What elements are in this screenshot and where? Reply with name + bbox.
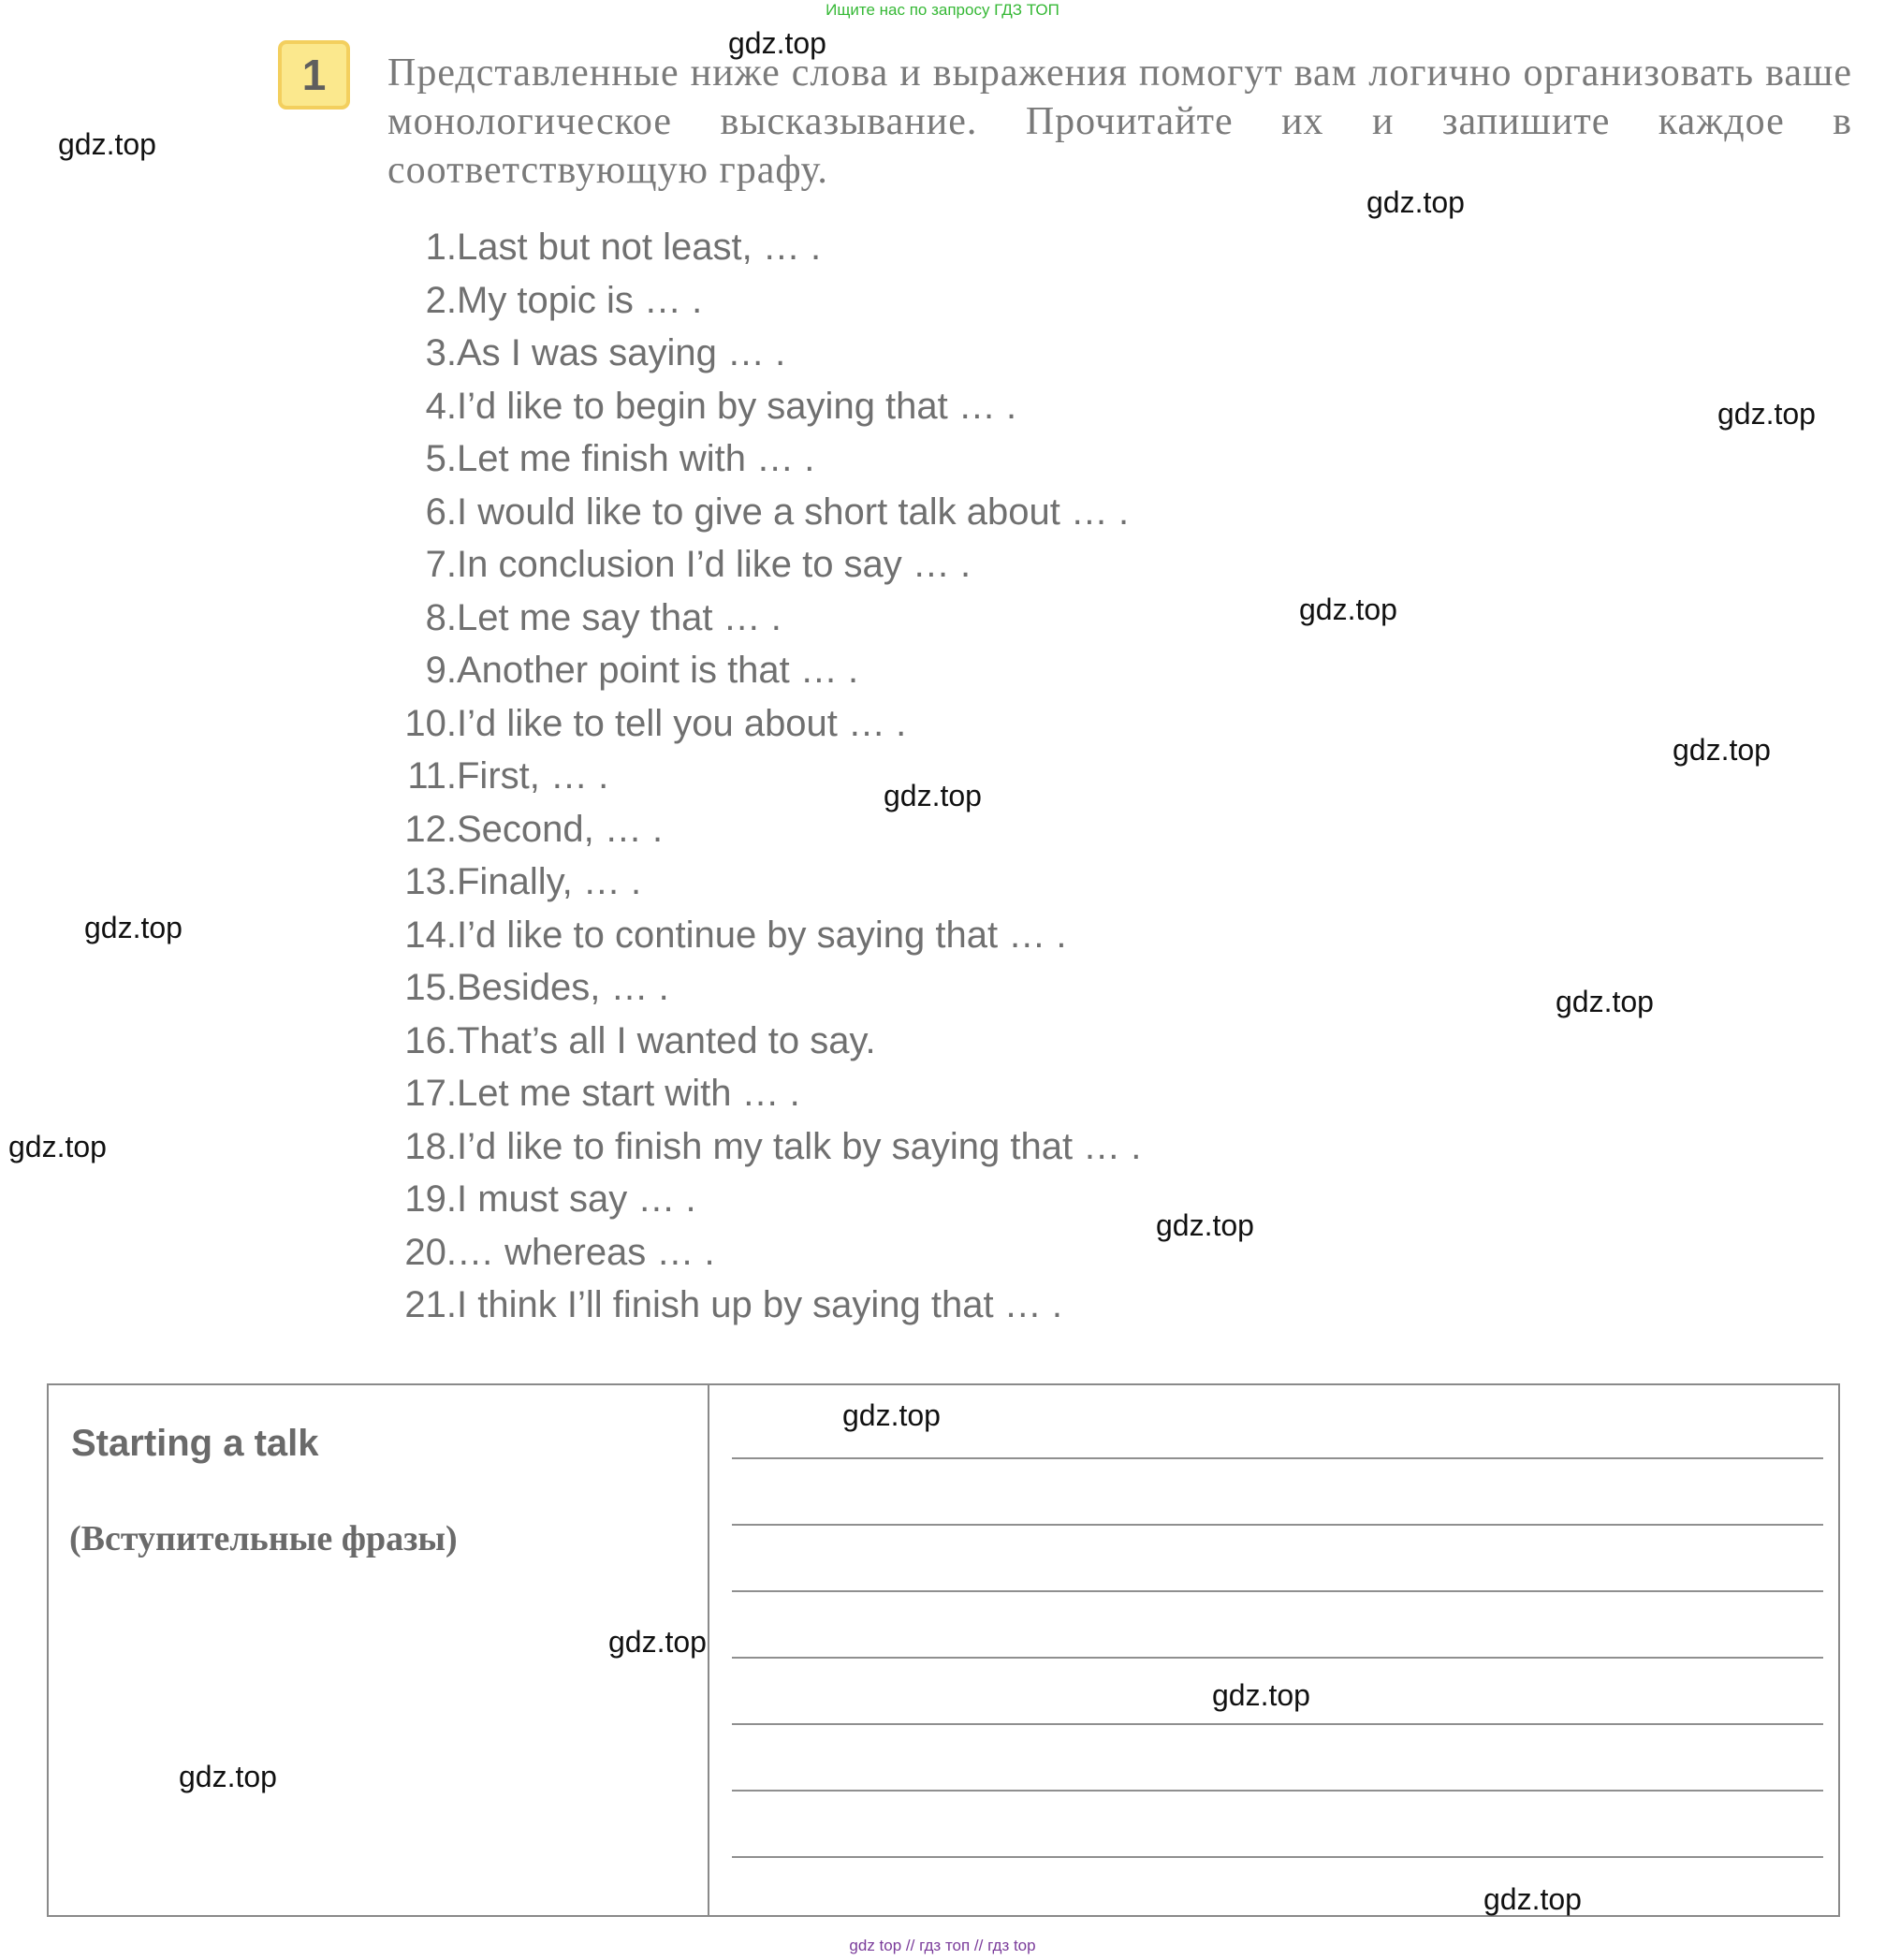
answer-line[interactable] bbox=[732, 1457, 1823, 1459]
item-number: 13. bbox=[404, 861, 457, 902]
item-text: I would like to give a short talk about … . bbox=[457, 490, 1130, 533]
item-number: 6. bbox=[425, 490, 457, 533]
item-number: 8. bbox=[425, 596, 457, 638]
item-text: I’d like to tell you about … . bbox=[457, 702, 907, 744]
list-item bbox=[374, 697, 1141, 751]
list-item bbox=[374, 750, 1141, 803]
item-number: 5. bbox=[425, 438, 457, 479]
answer-cell[interactable] bbox=[709, 1385, 1838, 1915]
item-number: 19. bbox=[404, 1178, 457, 1220]
list-item bbox=[374, 486, 1141, 539]
item-number: 12. bbox=[404, 808, 457, 850]
item-text: Last but not least, … . bbox=[457, 227, 822, 268]
answer-line[interactable] bbox=[732, 1590, 1823, 1592]
watermark: gdz.top bbox=[1673, 733, 1771, 767]
item-text: I must say … . bbox=[457, 1178, 696, 1220]
list-item bbox=[374, 380, 1141, 433]
item-number: 17. bbox=[404, 1073, 457, 1114]
watermark: gdz.top bbox=[1483, 1882, 1582, 1916]
watermark: gdz.top bbox=[1556, 985, 1654, 1018]
item-text: Let me say that … . bbox=[457, 596, 782, 638]
item-number: 3. bbox=[425, 332, 457, 373]
answer-line[interactable] bbox=[732, 1790, 1823, 1792]
item-text: I’d like to begin by saying that … . bbox=[457, 385, 1017, 427]
watermark: gdz.top bbox=[608, 1625, 707, 1659]
footer-banner: gdz top // гдз топ // гдз top bbox=[849, 1937, 1036, 1954]
item-number: 20. bbox=[404, 1231, 457, 1273]
list-item bbox=[374, 644, 1141, 697]
item-text: My topic is … . bbox=[457, 279, 703, 321]
task-instruction: Представленные ниже слова и выражения помогут вам логично организовать ваше монологическое высказывание. Прочитайте их и запишите каждое в соответствующую графу. bbox=[387, 51, 1852, 192]
list-item bbox=[374, 1173, 1141, 1226]
item-text: In conclusion I’d like to say … . bbox=[457, 544, 972, 585]
list-item bbox=[374, 592, 1141, 645]
item-text: Finally, … . bbox=[457, 861, 642, 902]
watermark: gdz.top bbox=[84, 911, 183, 944]
item-number: 21. bbox=[404, 1284, 457, 1325]
item-number: 2. bbox=[425, 279, 457, 321]
watermark: gdz.top bbox=[179, 1760, 277, 1793]
list-item bbox=[374, 432, 1141, 486]
item-number: 7. bbox=[425, 544, 457, 585]
item-number: 14. bbox=[404, 914, 457, 956]
watermark: gdz.top bbox=[842, 1398, 941, 1432]
watermark: gdz.top bbox=[1212, 1678, 1310, 1712]
item-number: 11. bbox=[407, 755, 457, 797]
item-number: 1. bbox=[425, 227, 457, 268]
category-title: Starting a talk bbox=[71, 1423, 319, 1464]
list-item bbox=[374, 1279, 1141, 1332]
watermark: gdz.top bbox=[1299, 592, 1397, 626]
item-text: Second, … . bbox=[457, 808, 664, 850]
answer-line[interactable] bbox=[732, 1723, 1823, 1725]
list-item bbox=[374, 909, 1141, 962]
item-text: As I was saying … . bbox=[457, 332, 786, 373]
answer-line[interactable] bbox=[732, 1856, 1823, 1858]
item-text: Let me start with … . bbox=[457, 1073, 800, 1114]
item-text: First, … . bbox=[457, 755, 609, 797]
phrase-list bbox=[374, 221, 1141, 1332]
list-item bbox=[374, 1015, 1141, 1068]
list-item bbox=[374, 274, 1141, 328]
item-number: 15. bbox=[404, 967, 457, 1008]
item-text: … whereas … . bbox=[457, 1231, 715, 1273]
watermark: gdz.top bbox=[728, 26, 826, 60]
list-item bbox=[374, 1226, 1141, 1280]
list-item bbox=[374, 538, 1141, 592]
item-text: I’d like to continue by saying that … . bbox=[457, 914, 1067, 956]
watermark: gdz.top bbox=[8, 1130, 107, 1163]
list-item bbox=[374, 1120, 1141, 1174]
watermark: gdz.top bbox=[1156, 1208, 1254, 1242]
item-text: I think I’ll finish up by saying that … . bbox=[457, 1284, 1062, 1325]
watermark: gdz.top bbox=[1366, 185, 1465, 219]
item-number: 10. bbox=[404, 702, 457, 744]
answer-line[interactable] bbox=[732, 1657, 1823, 1659]
answer-line[interactable] bbox=[732, 1524, 1823, 1526]
item-text: Another point is that … . bbox=[457, 650, 859, 691]
watermark: gdz.top bbox=[1717, 397, 1816, 431]
item-text: Besides, … . bbox=[457, 967, 669, 1008]
item-number: 4. bbox=[425, 385, 457, 427]
watermark: gdz.top bbox=[58, 127, 156, 161]
category-subtitle: (Вступительные фразы) bbox=[69, 1519, 458, 1558]
item-text: Let me finish with … . bbox=[457, 438, 815, 479]
list-item bbox=[374, 221, 1141, 274]
list-item bbox=[374, 1067, 1141, 1120]
list-item bbox=[374, 803, 1141, 856]
search-banner: Ищите нас по запросу ГДЗ ТОП bbox=[826, 1, 1059, 19]
item-text: That’s all I wanted to say. bbox=[457, 1019, 876, 1061]
list-item bbox=[374, 327, 1141, 380]
watermark: gdz.top bbox=[884, 779, 982, 812]
item-text: I’d like to finish my talk by saying that … . bbox=[457, 1125, 1142, 1167]
item-number: 18. bbox=[404, 1125, 457, 1167]
item-number: 9. bbox=[425, 650, 457, 691]
list-item bbox=[374, 856, 1141, 909]
item-number: 16. bbox=[404, 1019, 457, 1061]
task-number-badge: 1 bbox=[278, 40, 350, 110]
list-item bbox=[374, 961, 1141, 1015]
phrase-category-table bbox=[47, 1383, 1840, 1917]
